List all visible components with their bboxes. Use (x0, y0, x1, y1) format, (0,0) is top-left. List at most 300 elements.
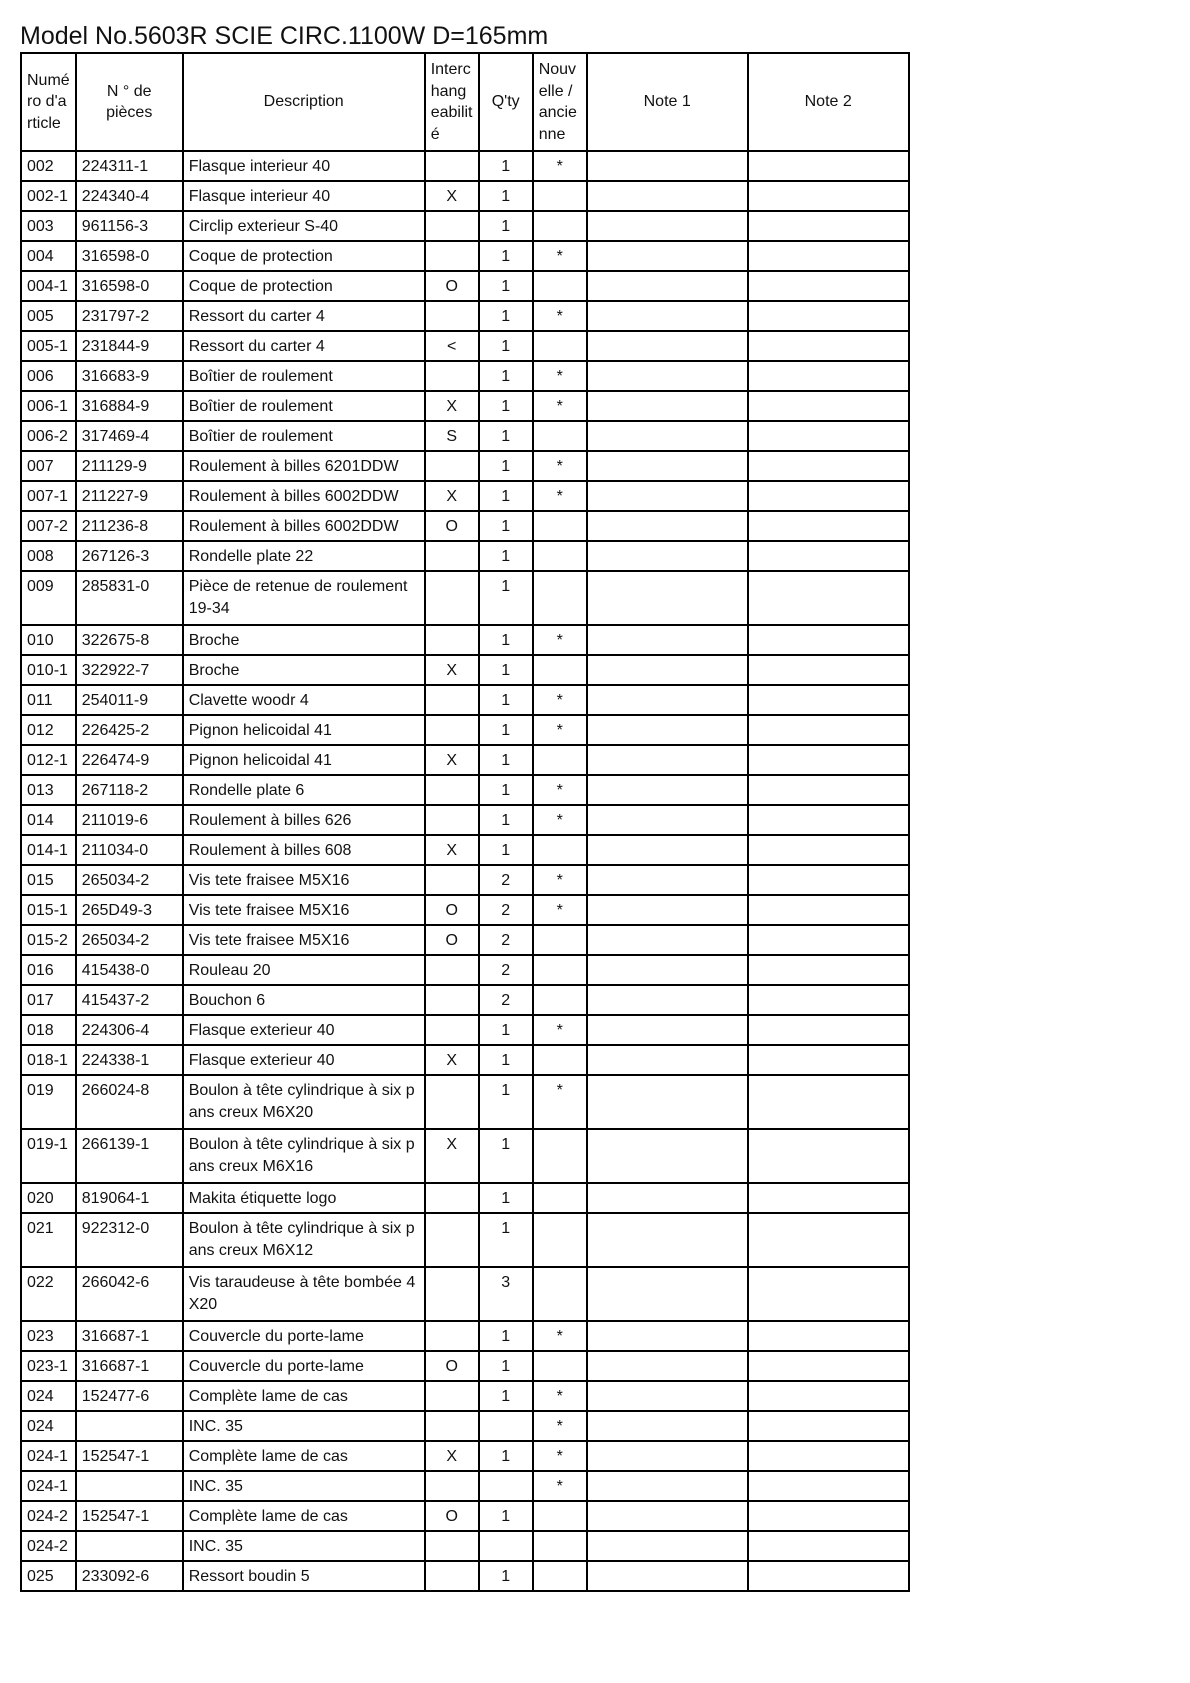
interchangeability-cell (425, 775, 479, 805)
table-row (21, 1501, 909, 1531)
note-1-cell (587, 211, 748, 241)
interchangeability-cell (425, 451, 479, 481)
note-1-cell (587, 1471, 748, 1501)
new-old-cell (533, 1531, 587, 1561)
interchangeability-cell (425, 1015, 479, 1045)
quantity-cell: 1 (479, 481, 533, 511)
part-number-cell: 152547-1 (76, 1501, 183, 1531)
note-1-cell (587, 1381, 748, 1411)
note-1-cell (587, 805, 748, 835)
part-number-cell: 266024-8 (76, 1075, 183, 1129)
note-2-cell (748, 715, 909, 745)
part-number-cell: 254011-9 (76, 685, 183, 715)
note-1-cell (587, 1075, 748, 1129)
description-cell: Vis tete fraisee M5X16 (183, 895, 425, 925)
new-old-cell (533, 181, 587, 211)
note-2-cell (748, 1129, 909, 1183)
new-old-cell: * (533, 241, 587, 271)
description-cell: Circlip exterieur S-40 (183, 211, 425, 241)
note-1-cell (587, 151, 748, 181)
note-2-cell (748, 775, 909, 805)
quantity-cell: 1 (479, 301, 533, 331)
description-cell: Flasque exterieur 40 (183, 1045, 425, 1075)
new-old-cell: * (533, 1015, 587, 1045)
new-old-cell (533, 541, 587, 571)
col-header-item: Numé ro d'a rticle (21, 53, 76, 151)
description-cell: Flasque interieur 40 (183, 151, 425, 181)
note-2-cell (748, 361, 909, 391)
quantity-cell: 1 (479, 745, 533, 775)
note-1-cell (587, 985, 748, 1015)
quantity-cell: 1 (479, 1045, 533, 1075)
note-1-cell (587, 1045, 748, 1075)
new-old-cell: * (533, 1321, 587, 1351)
table-row (21, 571, 909, 625)
part-number-cell: 961156-3 (76, 211, 183, 241)
part-number-cell: 152547-1 (76, 1441, 183, 1471)
note-2-cell (748, 571, 909, 625)
interchangeability-cell (425, 301, 479, 331)
note-2-cell (748, 1267, 909, 1321)
note-1-cell (587, 1267, 748, 1321)
interchangeability-cell (425, 1321, 479, 1351)
note-2-cell (748, 1561, 909, 1591)
quantity-cell: 1 (479, 541, 533, 571)
note-1-cell (587, 1321, 748, 1351)
interchangeability-cell (425, 985, 479, 1015)
description-cell: Roulement à billes 6002DDW (183, 481, 425, 511)
note-2-cell (748, 655, 909, 685)
note-2-cell (748, 211, 909, 241)
item-number-cell: 006-1 (21, 391, 76, 421)
note-2-cell (748, 985, 909, 1015)
note-1-cell (587, 955, 748, 985)
quantity-cell (479, 1531, 533, 1561)
table-row (21, 1267, 909, 1321)
description-cell: Vis tete fraisee M5X16 (183, 865, 425, 895)
item-number-cell: 002 (21, 151, 76, 181)
part-number-cell: 224306-4 (76, 1015, 183, 1045)
col-header-interchangeability: Interc hang eabilit é (425, 53, 479, 151)
table-row (21, 1381, 909, 1411)
quantity-cell: 1 (479, 1321, 533, 1351)
new-old-cell: * (533, 1075, 587, 1129)
interchangeability-cell: < (425, 331, 479, 361)
interchangeability-cell (425, 1075, 479, 1129)
quantity-cell: 3 (479, 1267, 533, 1321)
part-number-cell: 267126-3 (76, 541, 183, 571)
interchangeability-cell (425, 571, 479, 625)
quantity-cell: 1 (479, 715, 533, 745)
interchangeability-cell: O (425, 271, 479, 301)
interchangeability-cell (425, 715, 479, 745)
interchangeability-cell (425, 541, 479, 571)
interchangeability-cell (425, 361, 479, 391)
new-old-cell: * (533, 451, 587, 481)
note-1-cell (587, 571, 748, 625)
note-2-cell (748, 955, 909, 985)
note-1-cell (587, 511, 748, 541)
note-2-cell (748, 1213, 909, 1267)
note-2-cell (748, 181, 909, 211)
description-cell: Rondelle plate 22 (183, 541, 425, 571)
interchangeability-cell (425, 1561, 479, 1591)
part-number-cell: 211019-6 (76, 805, 183, 835)
description-cell: Ressort boudin 5 (183, 1561, 425, 1591)
note-2-cell (748, 241, 909, 271)
col-header-note-1: Note 1 (587, 53, 748, 151)
item-number-cell: 024-2 (21, 1531, 76, 1561)
description-cell: Roulement à billes 6002DDW (183, 511, 425, 541)
new-old-cell: * (533, 895, 587, 925)
table-row (21, 1075, 909, 1129)
note-1-cell (587, 715, 748, 745)
item-number-cell: 004-1 (21, 271, 76, 301)
note-1-cell (587, 1441, 748, 1471)
new-old-cell: * (533, 805, 587, 835)
table-row (21, 625, 909, 655)
description-cell: Boîtier de roulement (183, 391, 425, 421)
quantity-cell: 1 (479, 1501, 533, 1531)
item-number-cell: 023 (21, 1321, 76, 1351)
new-old-cell: * (533, 685, 587, 715)
note-2-cell (748, 1381, 909, 1411)
part-number-cell: 211227-9 (76, 481, 183, 511)
table-row (21, 805, 909, 835)
table-row (21, 1015, 909, 1045)
table-row (21, 541, 909, 571)
part-number-cell: 224311-1 (76, 151, 183, 181)
new-old-cell (533, 511, 587, 541)
quantity-cell: 1 (479, 451, 533, 481)
quantity-cell: 1 (479, 805, 533, 835)
note-1-cell (587, 451, 748, 481)
note-1-cell (587, 1129, 748, 1183)
table-row (21, 361, 909, 391)
part-number-cell: 267118-2 (76, 775, 183, 805)
note-1-cell (587, 181, 748, 211)
item-number-cell: 015-2 (21, 925, 76, 955)
item-number-cell: 015-1 (21, 895, 76, 925)
description-cell: INC. 35 (183, 1531, 425, 1561)
item-number-cell: 024 (21, 1381, 76, 1411)
part-number-cell (76, 1531, 183, 1561)
note-1-cell (587, 1561, 748, 1591)
description-cell: Ressort du carter 4 (183, 331, 425, 361)
table-row (21, 451, 909, 481)
item-number-cell: 019-1 (21, 1129, 76, 1183)
quantity-cell: 1 (479, 151, 533, 181)
quantity-cell: 1 (479, 511, 533, 541)
part-number-cell: 316683-9 (76, 361, 183, 391)
item-number-cell: 024-1 (21, 1441, 76, 1471)
quantity-cell: 2 (479, 925, 533, 955)
new-old-cell (533, 1213, 587, 1267)
description-cell: Broche (183, 625, 425, 655)
quantity-cell: 1 (479, 391, 533, 421)
part-number-cell: 415437-2 (76, 985, 183, 1015)
part-number-cell: 211236-8 (76, 511, 183, 541)
interchangeability-cell: X (425, 391, 479, 421)
description-cell: Pignon helicoidal 41 (183, 715, 425, 745)
part-number-cell: 285831-0 (76, 571, 183, 625)
part-number-cell: 231797-2 (76, 301, 183, 331)
part-number-cell: 266042-6 (76, 1267, 183, 1321)
new-old-cell (533, 571, 587, 625)
note-1-cell (587, 835, 748, 865)
part-number-cell: 152477-6 (76, 1381, 183, 1411)
new-old-cell (533, 745, 587, 775)
item-number-cell: 018-1 (21, 1045, 76, 1075)
new-old-cell (533, 955, 587, 985)
note-2-cell (748, 451, 909, 481)
note-1-cell (587, 865, 748, 895)
note-2-cell (748, 865, 909, 895)
description-cell: Roulement à billes 6201DDW (183, 451, 425, 481)
item-number-cell: 006 (21, 361, 76, 391)
description-cell: Rondelle plate 6 (183, 775, 425, 805)
part-number-cell: 233092-6 (76, 1561, 183, 1591)
part-number-cell: 265034-2 (76, 925, 183, 955)
part-number-cell (76, 1471, 183, 1501)
quantity-cell: 1 (479, 211, 533, 241)
part-number-cell: 231844-9 (76, 331, 183, 361)
quantity-cell: 1 (479, 331, 533, 361)
description-cell: Flasque exterieur 40 (183, 1015, 425, 1045)
quantity-cell: 1 (479, 241, 533, 271)
interchangeability-cell (425, 1471, 479, 1501)
note-2-cell (748, 481, 909, 511)
note-1-cell (587, 361, 748, 391)
part-number-cell: 211129-9 (76, 451, 183, 481)
table-row (21, 865, 909, 895)
new-old-cell (533, 1129, 587, 1183)
parts-table (20, 52, 910, 1592)
item-number-cell: 018 (21, 1015, 76, 1045)
interchangeability-cell (425, 1381, 479, 1411)
part-number-cell: 265034-2 (76, 865, 183, 895)
note-2-cell (748, 805, 909, 835)
description-cell: INC. 35 (183, 1411, 425, 1441)
item-number-cell: 010 (21, 625, 76, 655)
note-1-cell (587, 685, 748, 715)
table-row (21, 1351, 909, 1381)
item-number-cell: 017 (21, 985, 76, 1015)
part-number-cell: 922312-0 (76, 1213, 183, 1267)
col-header-quantity: Q'ty (479, 53, 533, 151)
interchangeability-cell: X (425, 1129, 479, 1183)
item-number-cell: 009 (21, 571, 76, 625)
note-2-cell (748, 895, 909, 925)
quantity-cell: 1 (479, 1075, 533, 1129)
part-number-cell (76, 1411, 183, 1441)
item-number-cell: 024-1 (21, 1471, 76, 1501)
interchangeability-cell: X (425, 181, 479, 211)
part-number-cell: 226425-2 (76, 715, 183, 745)
col-header-description: Description (183, 53, 425, 151)
note-1-cell (587, 271, 748, 301)
new-old-cell (533, 925, 587, 955)
page-title: Model No.5603R SCIE CIRC.1100W D=165mm (20, 22, 549, 50)
table-row (21, 1531, 909, 1561)
item-number-cell: 014 (21, 805, 76, 835)
note-2-cell (748, 835, 909, 865)
note-2-cell (748, 391, 909, 421)
quantity-cell: 1 (479, 1129, 533, 1183)
table-row (21, 655, 909, 685)
table-row (21, 925, 909, 955)
quantity-cell: 1 (479, 1351, 533, 1381)
note-2-cell (748, 685, 909, 715)
description-cell: Makita étiquette logo (183, 1183, 425, 1213)
interchangeability-cell: O (425, 1501, 479, 1531)
quantity-cell: 1 (479, 625, 533, 655)
item-number-cell: 023-1 (21, 1351, 76, 1381)
new-old-cell: * (533, 1411, 587, 1441)
part-number-cell: 224340-4 (76, 181, 183, 211)
item-number-cell: 005 (21, 301, 76, 331)
new-old-cell (533, 421, 587, 451)
note-2-cell (748, 1471, 909, 1501)
interchangeability-cell: O (425, 925, 479, 955)
new-old-cell (533, 1351, 587, 1381)
item-number-cell: 020 (21, 1183, 76, 1213)
note-1-cell (587, 391, 748, 421)
item-number-cell: 011 (21, 685, 76, 715)
note-2-cell (748, 1441, 909, 1471)
table-row (21, 211, 909, 241)
table-row (21, 1471, 909, 1501)
new-old-cell: * (533, 391, 587, 421)
table-row (21, 331, 909, 361)
new-old-cell (533, 1501, 587, 1531)
interchangeability-cell (425, 1531, 479, 1561)
item-number-cell: 013 (21, 775, 76, 805)
note-1-cell (587, 331, 748, 361)
part-number-cell: 211034-0 (76, 835, 183, 865)
description-cell: Rouleau 20 (183, 955, 425, 985)
description-cell: Coque de protection (183, 241, 425, 271)
table-row (21, 511, 909, 541)
note-1-cell (587, 1015, 748, 1045)
new-old-cell (533, 331, 587, 361)
table-row (21, 481, 909, 511)
note-1-cell (587, 1501, 748, 1531)
new-old-cell: * (533, 301, 587, 331)
item-number-cell: 008 (21, 541, 76, 571)
quantity-cell: 2 (479, 895, 533, 925)
note-1-cell (587, 745, 748, 775)
description-cell: Vis taraudeuse à tête bombée 4X20 (183, 1267, 425, 1321)
note-2-cell (748, 1015, 909, 1045)
description-cell: Coque de protection (183, 271, 425, 301)
part-number-cell: 226474-9 (76, 745, 183, 775)
item-number-cell: 002-1 (21, 181, 76, 211)
interchangeability-cell (425, 685, 479, 715)
description-cell: Broche (183, 655, 425, 685)
description-cell: Couvercle du porte-lame (183, 1321, 425, 1351)
table-row (21, 1045, 909, 1075)
quantity-cell: 1 (479, 655, 533, 685)
new-old-cell (533, 271, 587, 301)
new-old-cell: * (533, 1471, 587, 1501)
note-1-cell (587, 1351, 748, 1381)
table-row (21, 895, 909, 925)
description-cell: Pignon helicoidal 41 (183, 745, 425, 775)
note-1-cell (587, 481, 748, 511)
new-old-cell: * (533, 1441, 587, 1471)
quantity-cell: 2 (479, 985, 533, 1015)
item-number-cell: 024-2 (21, 1501, 76, 1531)
interchangeability-cell: X (425, 835, 479, 865)
quantity-cell: 1 (479, 1183, 533, 1213)
col-header-new-old: Nouv elle / ancie nne (533, 53, 587, 151)
table-row (21, 151, 909, 181)
new-old-cell (533, 655, 587, 685)
table-row (21, 715, 909, 745)
interchangeability-cell (425, 625, 479, 655)
item-number-cell: 012-1 (21, 745, 76, 775)
note-1-cell (587, 1183, 748, 1213)
interchangeability-cell (425, 805, 479, 835)
item-number-cell: 007-2 (21, 511, 76, 541)
interchangeability-cell (425, 211, 479, 241)
note-2-cell (748, 421, 909, 451)
new-old-cell (533, 985, 587, 1015)
interchangeability-cell (425, 151, 479, 181)
item-number-cell: 015 (21, 865, 76, 895)
quantity-cell: 1 (479, 1381, 533, 1411)
quantity-cell: 1 (479, 1015, 533, 1045)
item-number-cell: 019 (21, 1075, 76, 1129)
table-row (21, 1129, 909, 1183)
note-1-cell (587, 1213, 748, 1267)
description-cell: Boulon à tête cylindrique à six pans creux M6X20 (183, 1075, 425, 1129)
item-number-cell: 007-1 (21, 481, 76, 511)
quantity-cell: 1 (479, 271, 533, 301)
part-number-cell: 316687-1 (76, 1351, 183, 1381)
table-row (21, 1321, 909, 1351)
new-old-cell: * (533, 481, 587, 511)
quantity-cell: 1 (479, 1213, 533, 1267)
interchangeability-cell (425, 955, 479, 985)
quantity-cell: 2 (479, 865, 533, 895)
new-old-cell (533, 1267, 587, 1321)
part-number-cell: 266139-1 (76, 1129, 183, 1183)
note-2-cell (748, 1075, 909, 1129)
quantity-cell: 1 (479, 1561, 533, 1591)
quantity-cell: 1 (479, 835, 533, 865)
note-2-cell (748, 1351, 909, 1381)
part-number-cell: 317469-4 (76, 421, 183, 451)
item-number-cell: 025 (21, 1561, 76, 1591)
item-number-cell: 014-1 (21, 835, 76, 865)
item-number-cell: 003 (21, 211, 76, 241)
col-header-part-number: N ° de pièces (76, 53, 183, 151)
part-number-cell: 322675-8 (76, 625, 183, 655)
part-number-cell: 316884-9 (76, 391, 183, 421)
description-cell: Pièce de retenue de roulement 19-34 (183, 571, 425, 625)
quantity-cell: 2 (479, 955, 533, 985)
table-row (21, 271, 909, 301)
description-cell: Complète lame de cas (183, 1501, 425, 1531)
table-row (21, 421, 909, 451)
quantity-cell: 1 (479, 775, 533, 805)
new-old-cell: * (533, 775, 587, 805)
quantity-cell: 1 (479, 421, 533, 451)
description-cell: Roulement à billes 608 (183, 835, 425, 865)
note-2-cell (748, 1531, 909, 1561)
